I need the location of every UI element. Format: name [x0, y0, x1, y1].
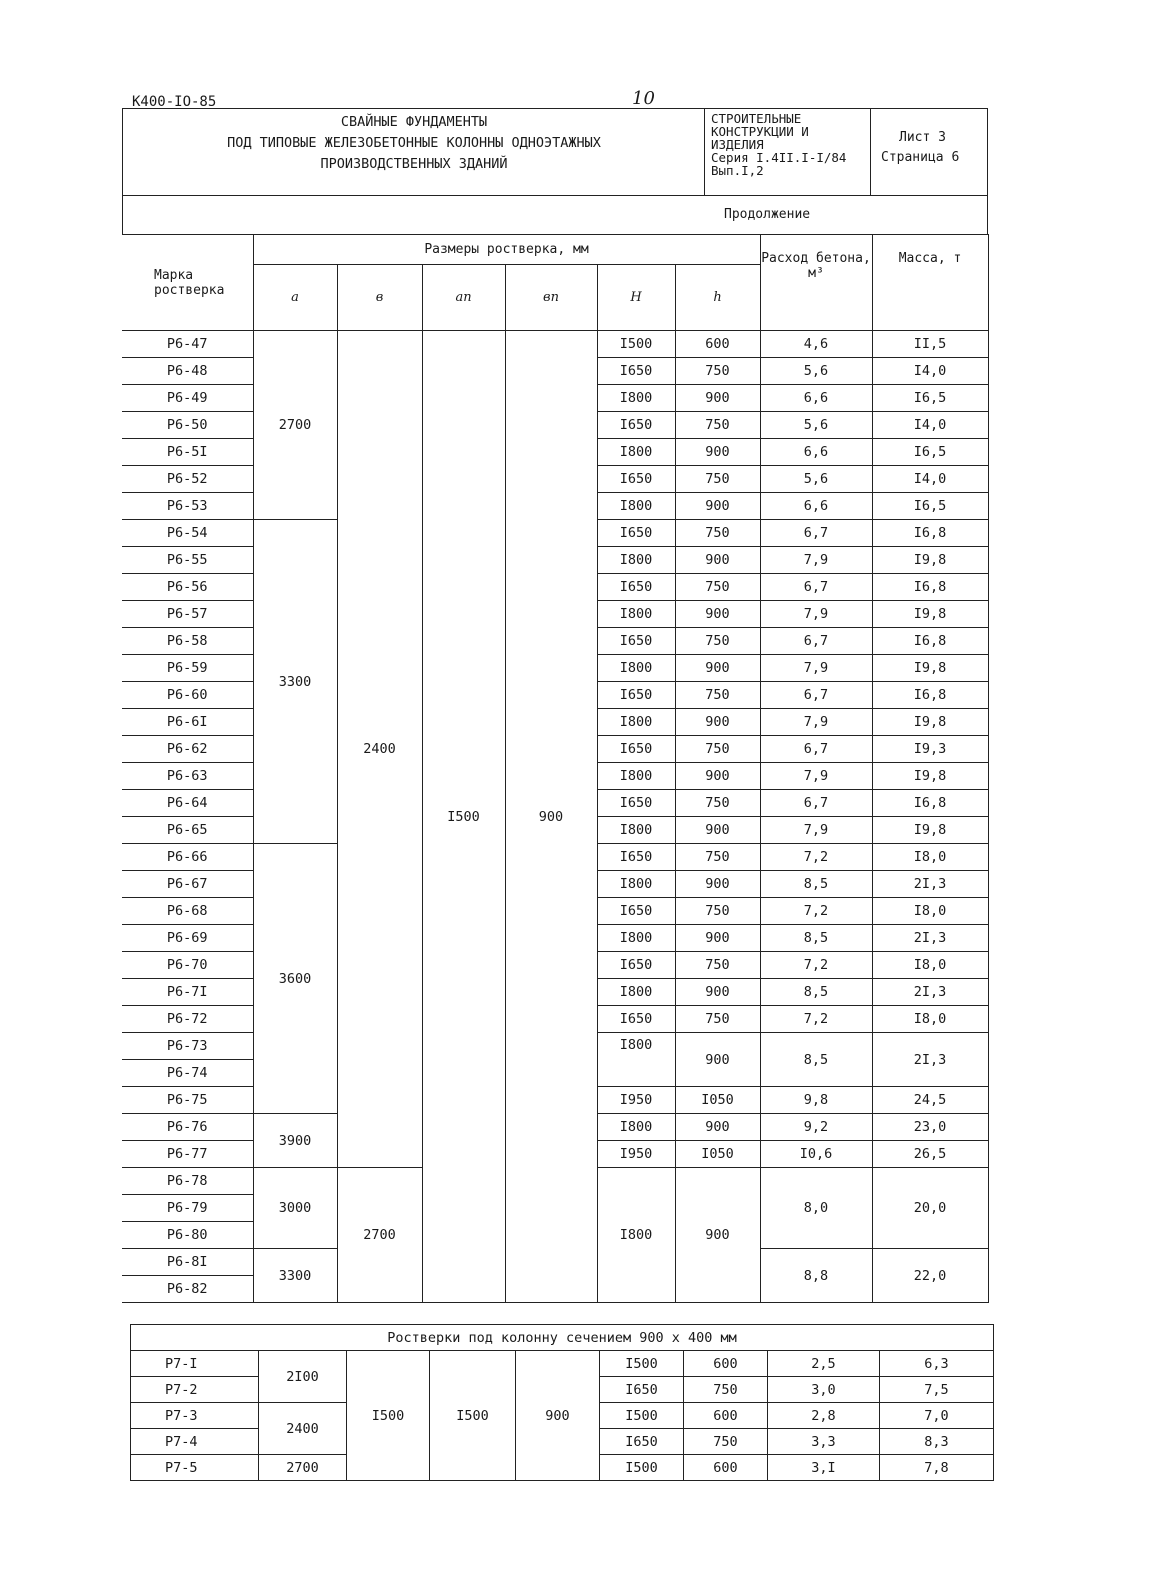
cell-mass: II,5: [872, 331, 988, 358]
col-H-header: Н: [597, 265, 675, 331]
cell-h: 900: [675, 601, 760, 628]
cell-h: 600: [684, 1351, 768, 1377]
cell-concrete: 6,7: [760, 682, 872, 709]
cell-h: 750: [675, 520, 760, 547]
row-mark: Р6-58: [122, 628, 253, 655]
series-line: СТРОИТЕЛЬНЫЕ: [711, 111, 802, 126]
cell-h: 750: [675, 952, 760, 979]
cell-mass: 2I,3: [872, 871, 988, 898]
series-line: КОНСТРУКЦИИ И: [711, 124, 809, 139]
row-mark: Р6-76: [122, 1114, 253, 1141]
cell-concrete: 9,8: [760, 1087, 872, 1114]
cell-H: I800: [597, 601, 675, 628]
cell-mass: I9,8: [872, 601, 988, 628]
cell-h: 900: [675, 709, 760, 736]
row-mark: Р6-64: [122, 790, 253, 817]
cell-h: 900: [675, 1033, 760, 1087]
cell-h: 900: [675, 979, 760, 1006]
cell-concrete: 7,2: [760, 898, 872, 925]
cell-mass: I8,0: [872, 952, 988, 979]
col-an-header: ап: [422, 265, 505, 331]
row-mark: Р6-59: [122, 655, 253, 682]
row-mark: Р7-2: [131, 1377, 259, 1403]
row-mark: Р7-4: [131, 1429, 259, 1455]
row-mark: Р6-50: [122, 412, 253, 439]
row-mark: Р6-77: [122, 1141, 253, 1168]
cell-mass: I6,8: [872, 628, 988, 655]
cell-concrete: 7,9: [760, 547, 872, 574]
cell-H: I500: [600, 1351, 684, 1377]
continuation-label: Продолжение: [724, 207, 811, 222]
row-mark: Р6-56: [122, 574, 253, 601]
cell-concrete: 6,7: [760, 520, 872, 547]
row-mark: Р6-55: [122, 547, 253, 574]
title-line: ПОД ТИПОВЫЕ ЖЕЛЕЗОБЕТОННЫЕ КОЛОННЫ ОДНОЭТАЖНЫХ: [227, 135, 601, 151]
row-mark: Р6-57: [122, 601, 253, 628]
cell-concrete: 6,6: [760, 385, 872, 412]
cell-concrete: 6,6: [760, 493, 872, 520]
cell-H: I950: [597, 1087, 675, 1114]
cell-concrete: I0,6: [760, 1141, 872, 1168]
row-mark: Р6-8I: [122, 1249, 253, 1276]
cell-H: I650: [597, 736, 675, 763]
cell-concrete: 7,9: [760, 763, 872, 790]
cell-concrete: 8,5: [760, 1033, 872, 1087]
row-mark: Р6-82: [122, 1276, 253, 1303]
cell-concrete: 6,7: [760, 574, 872, 601]
row-mark: Р7-I: [131, 1351, 259, 1377]
row-mark: Р6-63: [122, 763, 253, 790]
cell-mass: 8,3: [880, 1429, 994, 1455]
cell-concrete: 2,8: [768, 1403, 880, 1429]
cell-h: I050: [675, 1087, 760, 1114]
cell-mass: 22,0: [872, 1249, 988, 1303]
cell-h: 600: [684, 1455, 768, 1481]
cell-H: I650: [597, 520, 675, 547]
cell-a: 3300: [253, 1249, 337, 1303]
cell-mass: I8,0: [872, 898, 988, 925]
cell-mass: 7,8: [880, 1455, 994, 1481]
cell-H: I800: [597, 763, 675, 790]
cell-h: 750: [675, 1006, 760, 1033]
cell-h: 750: [675, 574, 760, 601]
cell-H: I800: [597, 817, 675, 844]
cell-concrete: 3,I: [768, 1455, 880, 1481]
cell-a: 2400: [259, 1403, 347, 1455]
cell-concrete: 3,0: [768, 1377, 880, 1403]
cell-mass: 2I,3: [872, 1033, 988, 1087]
cell-H: I800: [597, 925, 675, 952]
p7-row: [131, 1351, 994, 1377]
cell-H: I650: [597, 574, 675, 601]
cell-H: I650: [597, 898, 675, 925]
cell-concrete: 3,3: [768, 1429, 880, 1455]
document-code: К400-IO-85: [132, 94, 217, 110]
cell-H: I500: [600, 1455, 684, 1481]
cell-mass: 20,0: [872, 1168, 988, 1249]
cell-h: I050: [675, 1141, 760, 1168]
cell-mass: I9,8: [872, 655, 988, 682]
cell-mass: I8,0: [872, 844, 988, 871]
cell-h: 600: [684, 1403, 768, 1429]
col-b-header: в: [337, 265, 422, 331]
cell-a: 2700: [253, 331, 337, 520]
cell-h: 900: [675, 1114, 760, 1141]
sheet-label: Лист 3: [899, 130, 946, 145]
col-h-header: h: [675, 265, 760, 331]
cell-mass: 2I,3: [872, 925, 988, 952]
cell-mass: I9,8: [872, 709, 988, 736]
cell-mass: 7,0: [880, 1403, 994, 1429]
table-row: [122, 331, 988, 358]
row-mark: Р6-49: [122, 385, 253, 412]
cell-an: I500: [430, 1351, 516, 1481]
cell-b: 2400: [337, 331, 422, 1168]
cell-H: I650: [597, 466, 675, 493]
row-mark: Р6-70: [122, 952, 253, 979]
cell-mass: I6,8: [872, 790, 988, 817]
cell-h: 600: [675, 331, 760, 358]
cell-H: I800: [597, 709, 675, 736]
cell-concrete: 7,2: [760, 1006, 872, 1033]
row-mark: Р6-67: [122, 871, 253, 898]
row-mark: Р6-74: [122, 1060, 253, 1087]
col-mass-header: Масса, т: [872, 235, 988, 331]
series-line: Вып.I,2: [711, 163, 764, 178]
cell-h: 750: [684, 1377, 768, 1403]
cell-bn: 900: [516, 1351, 600, 1481]
col-bn-header: вп: [505, 265, 597, 331]
document-title: [124, 112, 704, 192]
cell-h: 750: [684, 1429, 768, 1455]
cell-H: I500: [597, 331, 675, 358]
cell-mass: I6,5: [872, 493, 988, 520]
col-mark-header: Марка ростверка: [122, 235, 253, 331]
cell-mass: I6,8: [872, 520, 988, 547]
cell-concrete: 5,6: [760, 466, 872, 493]
cell-concrete: 8,5: [760, 979, 872, 1006]
cell-H: I650: [597, 358, 675, 385]
cell-mass: I6,8: [872, 682, 988, 709]
series-block: [704, 108, 870, 196]
cell-mass: I6,5: [872, 385, 988, 412]
cell-an: I500: [422, 331, 505, 1303]
cell-H: I800: [597, 1033, 675, 1087]
cell-H: I800: [597, 385, 675, 412]
cell-H: I800: [597, 493, 675, 520]
title-line: СВАЙНЫЕ ФУНДАМЕНТЫ: [340, 114, 488, 130]
cell-mass: I9,8: [872, 817, 988, 844]
cell-h: 750: [675, 682, 760, 709]
cell-concrete: 7,9: [760, 655, 872, 682]
cell-mass: I9,8: [872, 547, 988, 574]
cell-H: I650: [597, 682, 675, 709]
row-mark: Р6-79: [122, 1195, 253, 1222]
series-line: Серия I.4II.I-I/84: [711, 150, 847, 165]
row-mark: Р6-5I: [122, 439, 253, 466]
foundation-table: [122, 234, 989, 1303]
section-title: Ростверки под колонну сечением 900 х 400 мм: [131, 1325, 994, 1351]
cell-a: 3900: [253, 1114, 337, 1168]
cell-concrete: 6,7: [760, 736, 872, 763]
page-number: 10: [632, 88, 655, 109]
cell-H: I800: [597, 439, 675, 466]
row-mark: Р6-6I: [122, 709, 253, 736]
cell-H: I800: [597, 871, 675, 898]
row-mark: Р6-80: [122, 1222, 253, 1249]
row-mark: Р7-5: [131, 1455, 259, 1481]
cell-h: 750: [675, 412, 760, 439]
cell-h: 900: [675, 763, 760, 790]
cell-mass: I6,5: [872, 439, 988, 466]
row-mark: Р6-47: [122, 331, 253, 358]
cell-h: 750: [675, 466, 760, 493]
cell-h: 750: [675, 844, 760, 871]
cell-mass: 23,0: [872, 1114, 988, 1141]
cell-concrete: 5,6: [760, 358, 872, 385]
cell-concrete: 7,9: [760, 709, 872, 736]
cell-h: 900: [675, 1168, 760, 1303]
cell-h: 750: [675, 736, 760, 763]
cell-mass: I6,8: [872, 574, 988, 601]
row-mark: Р6-72: [122, 1006, 253, 1033]
sheet-block: [870, 108, 988, 196]
cell-mass: 26,5: [872, 1141, 988, 1168]
cell-H: I800: [597, 979, 675, 1006]
cell-mass: I8,0: [872, 1006, 988, 1033]
row-mark: Р7-3: [131, 1403, 259, 1429]
cell-concrete: 4,6: [760, 331, 872, 358]
cell-mass: I9,3: [872, 736, 988, 763]
cell-h: 900: [675, 439, 760, 466]
cell-H: I650: [597, 628, 675, 655]
cell-b: 2700: [337, 1168, 422, 1303]
row-mark: Р6-68: [122, 898, 253, 925]
cell-H: I650: [600, 1429, 684, 1455]
cell-H: I800: [597, 1168, 675, 1303]
col-concrete-header: Расход бетона, м³: [760, 235, 872, 331]
cell-mass: 2I,3: [872, 979, 988, 1006]
cell-a: 2700: [259, 1455, 347, 1481]
cell-bn: 900: [505, 331, 597, 1303]
cell-H: I800: [597, 547, 675, 574]
cell-concrete: 8,5: [760, 925, 872, 952]
cell-h: 900: [675, 925, 760, 952]
row-mark: Р6-7I: [122, 979, 253, 1006]
row-mark: Р6-78: [122, 1168, 253, 1195]
row-mark: Р6-73: [122, 1033, 253, 1060]
cell-concrete: 5,6: [760, 412, 872, 439]
page-label: Страница 6: [881, 150, 960, 165]
cell-h: 750: [675, 898, 760, 925]
cell-concrete: 7,9: [760, 817, 872, 844]
cell-concrete: 7,2: [760, 844, 872, 871]
cell-h: 900: [675, 655, 760, 682]
cell-mass: 7,5: [880, 1377, 994, 1403]
row-mark: Р6-60: [122, 682, 253, 709]
cell-concrete: 9,2: [760, 1114, 872, 1141]
cell-h: 750: [675, 628, 760, 655]
cell-mass: 24,5: [872, 1087, 988, 1114]
row-mark: Р6-54: [122, 520, 253, 547]
row-mark: Р6-65: [122, 817, 253, 844]
cell-h: 900: [675, 871, 760, 898]
cell-mass: I4,0: [872, 466, 988, 493]
cell-H: I800: [597, 1114, 675, 1141]
cell-H: I650: [597, 790, 675, 817]
p7-body: [131, 1351, 994, 1481]
cell-H: I650: [597, 952, 675, 979]
series-line: ИЗДЕЛИЯ: [711, 137, 764, 152]
table-body: [122, 331, 988, 1303]
cell-concrete: 6,7: [760, 628, 872, 655]
cell-H: I650: [597, 1006, 675, 1033]
cell-H: I650: [597, 412, 675, 439]
p7-table: [130, 1324, 994, 1481]
cell-mass: I4,0: [872, 358, 988, 385]
cell-a: 3600: [253, 844, 337, 1114]
title-line: ПРОИЗВОДСТВЕННЫХ ЗДАНИЙ: [320, 156, 508, 172]
row-mark: Р6-69: [122, 925, 253, 952]
cell-H: I800: [597, 655, 675, 682]
cell-H: I650: [600, 1377, 684, 1403]
cell-h: 900: [675, 817, 760, 844]
cell-b: I500: [347, 1351, 430, 1481]
cell-concrete: 8,5: [760, 871, 872, 898]
row-mark: Р6-62: [122, 736, 253, 763]
col-a-header: а: [253, 265, 337, 331]
cell-concrete: 7,2: [760, 952, 872, 979]
row-mark: Р6-75: [122, 1087, 253, 1114]
cell-h: 750: [675, 358, 760, 385]
cell-h: 900: [675, 493, 760, 520]
cell-concrete: 2,5: [768, 1351, 880, 1377]
row-mark: Р6-66: [122, 844, 253, 871]
cell-a: 2I00: [259, 1351, 347, 1403]
cell-mass: 6,3: [880, 1351, 994, 1377]
continuation-band: [122, 196, 988, 234]
cell-a: 3300: [253, 520, 337, 844]
cell-concrete: 7,9: [760, 601, 872, 628]
row-mark: Р6-52: [122, 466, 253, 493]
cell-concrete: 6,6: [760, 439, 872, 466]
cell-concrete: 8,0: [760, 1168, 872, 1249]
cell-a: 3000: [253, 1168, 337, 1249]
cell-H: I500: [600, 1403, 684, 1429]
col-group-header: Размеры ростверка, мм: [253, 235, 760, 265]
cell-mass: I9,8: [872, 763, 988, 790]
row-mark: Р6-48: [122, 358, 253, 385]
cell-mass: I4,0: [872, 412, 988, 439]
cell-concrete: 6,7: [760, 790, 872, 817]
row-mark: Р6-53: [122, 493, 253, 520]
cell-concrete: 8,8: [760, 1249, 872, 1303]
cell-h: 750: [675, 790, 760, 817]
cell-h: 900: [675, 385, 760, 412]
cell-h: 900: [675, 547, 760, 574]
cell-H: I650: [597, 844, 675, 871]
cell-H: I950: [597, 1141, 675, 1168]
